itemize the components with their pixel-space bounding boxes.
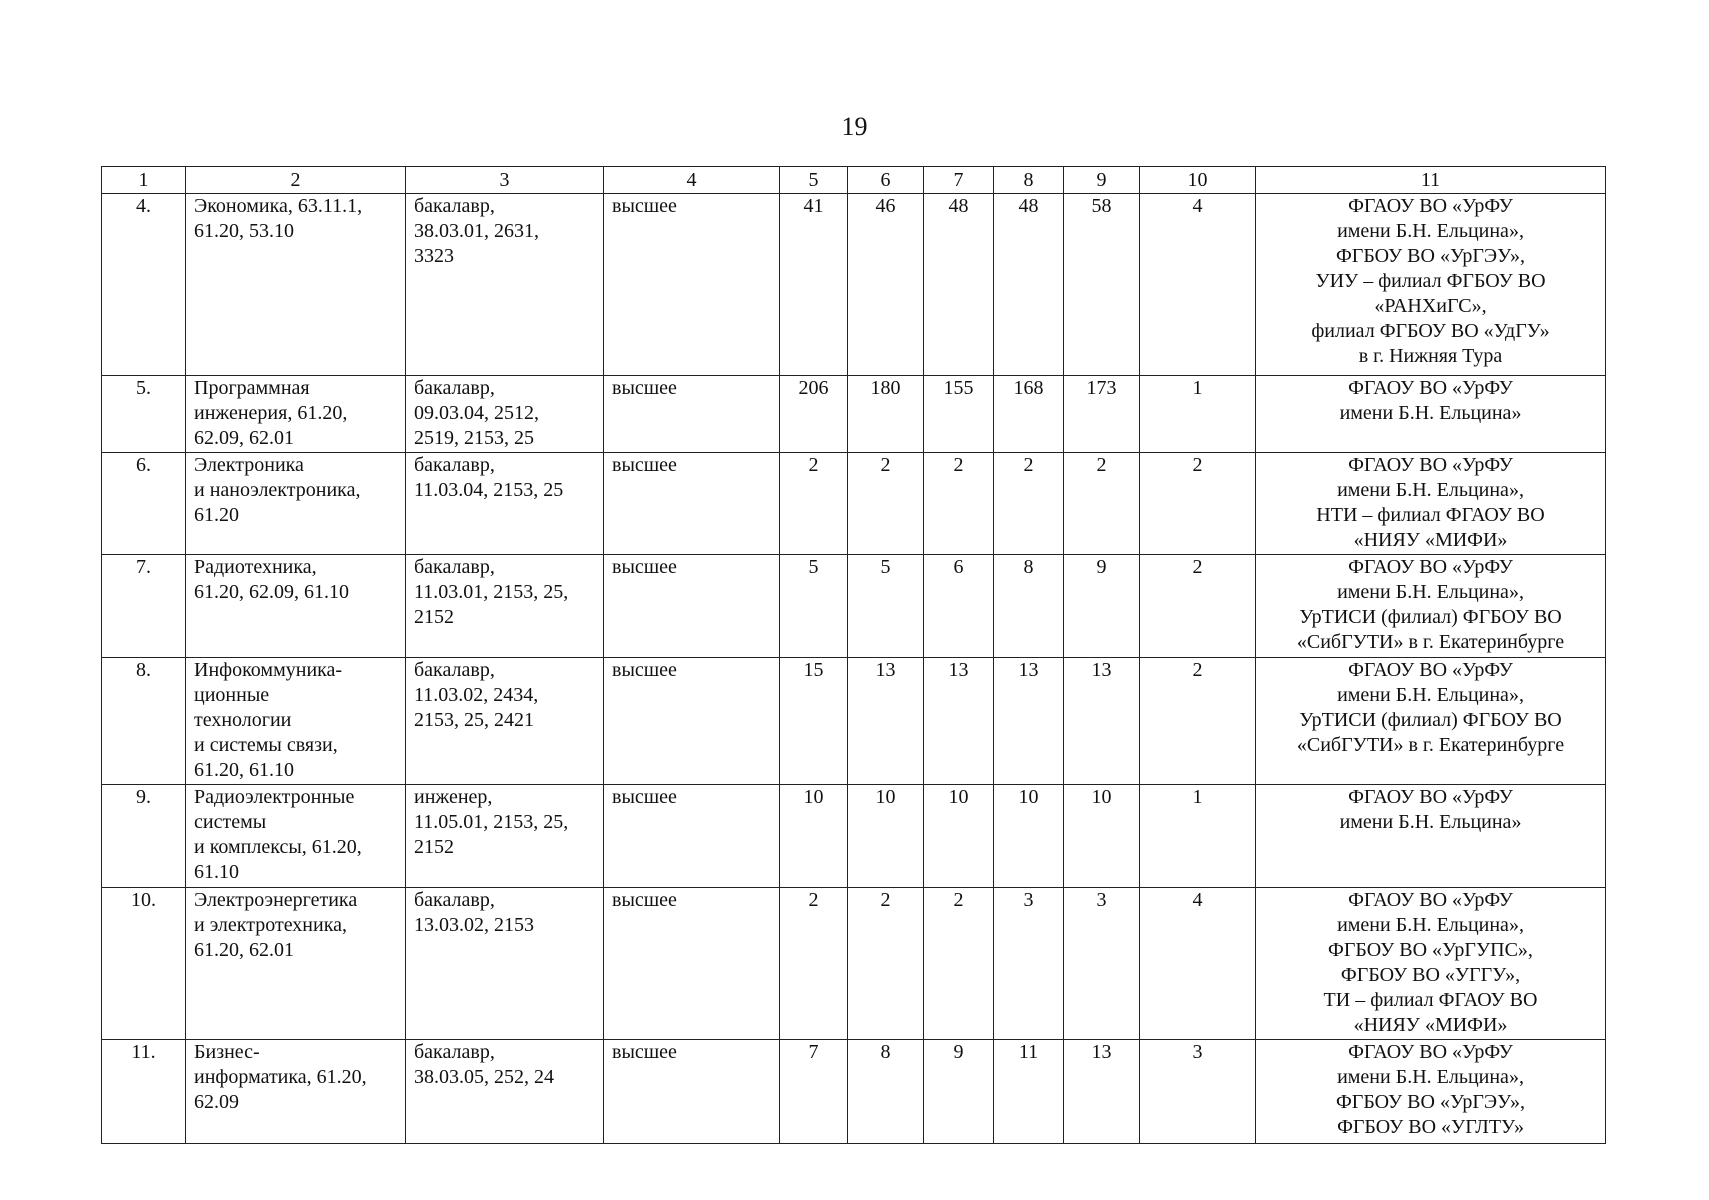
table-row xyxy=(102,453,1606,555)
value-cell: 3 xyxy=(994,888,1064,1040)
institutions-cell xyxy=(1256,1040,1606,1144)
value-cell: 13 xyxy=(848,658,924,785)
specialty-line: Бизнес- xyxy=(194,1041,260,1063)
header-cell: 9 xyxy=(1064,167,1140,194)
institution-line: «РАНХиГС», xyxy=(1374,295,1487,317)
value-cell: 13 xyxy=(1064,658,1140,785)
value-cell: 10 xyxy=(848,785,924,888)
value-cell: 48 xyxy=(994,194,1064,376)
specialty-line: 61.20, 62.09, 61.10 xyxy=(194,581,349,603)
row-number-cell: 11. xyxy=(102,1040,186,1144)
institution-line: «СибГУТИ» в г. Екатеринбурге xyxy=(1296,734,1565,756)
specialty-cell xyxy=(186,785,406,888)
qualification-cell xyxy=(406,376,604,453)
value-cell: 155 xyxy=(924,376,994,453)
data-table xyxy=(101,166,1606,1144)
value-cell: 1 xyxy=(1140,376,1256,453)
specialty-line: 62.09 xyxy=(194,1091,239,1113)
value-cell: 10 xyxy=(994,785,1064,888)
specialty-line: Инфокоммуника- xyxy=(194,659,343,681)
specialty-line: ционные xyxy=(194,684,270,706)
table-body xyxy=(102,194,1606,1144)
value-cell: 6 xyxy=(924,555,994,658)
header-cell: 11 xyxy=(1256,167,1606,194)
institution-line: имени Б.Н. Ельцина» xyxy=(1339,402,1522,424)
qualification-line: бакалавр, xyxy=(414,889,495,911)
institution-line: ФГАОУ ВО «УрФУ xyxy=(1348,195,1513,217)
specialty-line: Электроэнергетика xyxy=(194,889,358,911)
value-cell: 2 xyxy=(924,888,994,1040)
institution-line: имени Б.Н. Ельцина», xyxy=(1337,1066,1524,1088)
qualification-line: бакалавр, xyxy=(414,195,495,217)
value-cell: 11 xyxy=(994,1040,1064,1144)
table-row xyxy=(102,888,1606,1040)
value-cell: 9 xyxy=(1064,555,1140,658)
header-cell: 2 xyxy=(186,167,406,194)
value-cell: 10 xyxy=(1064,785,1140,888)
institution-line: НТИ – филиал ФГАОУ ВО xyxy=(1316,504,1545,526)
institution-line: «НИЯУ «МИФИ» xyxy=(1353,1014,1508,1036)
header-cell: 6 xyxy=(848,167,924,194)
value-cell: 2 xyxy=(848,888,924,1040)
education-level-cell: высшее xyxy=(604,658,780,785)
qualification-line: 2153, 25, 2421 xyxy=(414,709,534,731)
qualification-cell xyxy=(406,194,604,376)
value-cell: 3 xyxy=(1064,888,1140,1040)
specialty-line: 61.20, 62.01 xyxy=(194,939,294,961)
value-cell: 13 xyxy=(994,658,1064,785)
specialty-line: 61.20, 53.10 xyxy=(194,220,294,242)
qualification-cell xyxy=(406,1040,604,1144)
value-cell: 2 xyxy=(1140,658,1256,785)
specialty-line: и наноэлектроника, xyxy=(194,479,361,501)
specialty-line: Радиоэлектронные xyxy=(194,786,355,808)
header-cell: 4 xyxy=(604,167,780,194)
value-cell: 5 xyxy=(848,555,924,658)
qualification-line: 13.03.02, 2153 xyxy=(414,914,534,936)
institutions-cell xyxy=(1256,453,1606,555)
table-row xyxy=(102,1040,1606,1144)
qualification-line: 09.03.04, 2512, xyxy=(414,402,539,424)
institution-line: имени Б.Н. Ельцина», xyxy=(1337,914,1524,936)
value-cell: 2 xyxy=(1140,555,1256,658)
institution-line: имени Б.Н. Ельцина», xyxy=(1337,581,1524,603)
qualification-line: бакалавр, xyxy=(414,377,495,399)
row-number-cell: 4. xyxy=(102,194,186,376)
table-row xyxy=(102,658,1606,785)
value-cell: 15 xyxy=(780,658,848,785)
qualification-cell xyxy=(406,555,604,658)
specialty-line: и системы связи, xyxy=(194,734,338,756)
value-cell: 5 xyxy=(780,555,848,658)
specialty-line: 61.20 xyxy=(194,504,239,526)
header-cell: 1 xyxy=(102,167,186,194)
institution-line: в г. Нижняя Тура xyxy=(1358,345,1503,367)
value-cell: 4 xyxy=(1140,888,1256,1040)
institution-line: ФГБОУ ВО «УГЛТУ» xyxy=(1337,1116,1524,1138)
qualification-line: 11.03.04, 2153, 25 xyxy=(414,479,564,501)
institution-line: ТИ – филиал ФГАОУ ВО xyxy=(1323,989,1538,1011)
specialty-cell xyxy=(186,194,406,376)
value-cell: 46 xyxy=(848,194,924,376)
specialty-line: Радиотехника, xyxy=(194,556,317,578)
header-cell: 3 xyxy=(406,167,604,194)
institution-line: УИУ – филиал ФГБОУ ВО xyxy=(1315,270,1546,292)
institutions-cell xyxy=(1256,194,1606,376)
qualification-line: 38.03.01, 2631, xyxy=(414,220,539,242)
value-cell: 10 xyxy=(924,785,994,888)
value-cell: 58 xyxy=(1064,194,1140,376)
institution-line: ФГБОУ ВО «УрГУПС», xyxy=(1328,939,1533,961)
table-row xyxy=(102,785,1606,888)
table-row xyxy=(102,376,1606,453)
qualification-line: 3323 xyxy=(414,245,454,267)
specialty-cell xyxy=(186,376,406,453)
table-row xyxy=(102,194,1606,376)
institution-line: имени Б.Н. Ельцина», xyxy=(1337,220,1524,242)
institution-line: филиал ФГБОУ ВО «УдГУ» xyxy=(1311,320,1550,342)
header-cell: 7 xyxy=(924,167,994,194)
qualification-line: 2519, 2153, 25 xyxy=(414,427,534,449)
qualification-line: бакалавр, xyxy=(414,454,495,476)
education-level-cell: высшее xyxy=(604,785,780,888)
value-cell: 2 xyxy=(994,453,1064,555)
qualification-line: бакалавр, xyxy=(414,659,495,681)
value-cell: 1 xyxy=(1140,785,1256,888)
institution-line: УрТИСИ (филиал) ФГБОУ ВО xyxy=(1299,709,1562,731)
value-cell: 41 xyxy=(780,194,848,376)
header-cell: 8 xyxy=(994,167,1064,194)
row-number-cell: 7. xyxy=(102,555,186,658)
institution-line: ФГАОУ ВО «УрФУ xyxy=(1348,659,1513,681)
institution-line: «НИЯУ «МИФИ» xyxy=(1353,529,1508,551)
qualification-line: 11.03.01, 2153, 25, xyxy=(414,581,569,603)
table-row xyxy=(102,555,1606,658)
specialty-cell xyxy=(186,658,406,785)
specialty-line: системы xyxy=(194,811,267,833)
institution-line: имени Б.Н. Ельцина» xyxy=(1339,811,1522,833)
value-cell: 8 xyxy=(848,1040,924,1144)
education-level-cell: высшее xyxy=(604,453,780,555)
specialty-line: 62.09, 62.01 xyxy=(194,427,294,449)
table-header xyxy=(102,167,1606,194)
specialty-cell xyxy=(186,453,406,555)
institution-line: имени Б.Н. Ельцина», xyxy=(1337,479,1524,501)
value-cell: 10 xyxy=(780,785,848,888)
specialty-line: Экономика, 63.11.1, xyxy=(194,195,363,217)
institutions-cell xyxy=(1256,785,1606,888)
header-cell: 5 xyxy=(780,167,848,194)
specialty-line: технологии xyxy=(194,709,292,731)
specialty-line: Электроника xyxy=(194,454,304,476)
specialty-line: и электротехника, xyxy=(194,914,348,936)
specialty-cell xyxy=(186,555,406,658)
specialty-cell xyxy=(186,1040,406,1144)
qualification-cell xyxy=(406,888,604,1040)
institution-line: УрТИСИ (филиал) ФГБОУ ВО xyxy=(1299,606,1562,628)
value-cell: 2 xyxy=(1064,453,1140,555)
value-cell: 4 xyxy=(1140,194,1256,376)
institution-line: «СибГУТИ» в г. Екатеринбурге xyxy=(1296,631,1565,653)
institutions-cell xyxy=(1256,555,1606,658)
institution-line: ФГБОУ ВО «УрГЭУ», xyxy=(1335,245,1526,267)
value-cell: 8 xyxy=(994,555,1064,658)
value-cell: 2 xyxy=(848,453,924,555)
institutions-cell xyxy=(1256,376,1606,453)
institution-line: ФГАОУ ВО «УрФУ xyxy=(1348,454,1513,476)
qualification-line: 2152 xyxy=(414,606,454,628)
qualification-line: 2152 xyxy=(414,836,454,858)
institution-line: ФГАОУ ВО «УрФУ xyxy=(1348,1041,1513,1063)
qualification-cell xyxy=(406,785,604,888)
value-cell: 180 xyxy=(848,376,924,453)
specialty-line: Программная xyxy=(194,377,310,399)
value-cell: 2 xyxy=(1140,453,1256,555)
qualification-line: бакалавр, xyxy=(414,556,495,578)
institution-line: ФГАОУ ВО «УрФУ xyxy=(1348,889,1513,911)
value-cell: 206 xyxy=(780,376,848,453)
education-level-cell: высшее xyxy=(604,194,780,376)
institution-line: ФГБОУ ВО «УрГЭУ», xyxy=(1335,1091,1526,1113)
qualification-line: 11.05.01, 2153, 25, xyxy=(414,811,569,833)
value-cell: 13 xyxy=(924,658,994,785)
row-number-cell: 5. xyxy=(102,376,186,453)
header-cell: 10 xyxy=(1140,167,1256,194)
institution-line: имени Б.Н. Ельцина», xyxy=(1337,684,1524,706)
value-cell: 3 xyxy=(1140,1040,1256,1144)
institutions-cell xyxy=(1256,888,1606,1040)
specialty-line: 61.20, 61.10 xyxy=(194,759,294,781)
row-number-cell: 10. xyxy=(102,888,186,1040)
specialty-line: информатика, 61.20, xyxy=(194,1066,367,1088)
qualification-line: инженер, xyxy=(414,786,493,808)
value-cell: 48 xyxy=(924,194,994,376)
qualification-cell xyxy=(406,658,604,785)
value-cell: 9 xyxy=(924,1040,994,1144)
qualification-line: 38.03.05, 252, 24 xyxy=(414,1066,554,1088)
education-level-cell: высшее xyxy=(604,555,780,658)
specialty-line: 61.10 xyxy=(194,861,239,883)
institutions-cell xyxy=(1256,658,1606,785)
qualification-line: бакалавр, xyxy=(414,1041,495,1063)
institution-line: ФГАОУ ВО «УрФУ xyxy=(1348,377,1513,399)
row-number-cell: 8. xyxy=(102,658,186,785)
header-row xyxy=(102,167,1606,194)
institution-line: ФГАОУ ВО «УрФУ xyxy=(1348,786,1513,808)
institution-line: ФГАОУ ВО «УрФУ xyxy=(1348,556,1513,578)
institution-line: ФГБОУ ВО «УГГУ», xyxy=(1340,964,1521,986)
value-cell: 2 xyxy=(780,888,848,1040)
value-cell: 173 xyxy=(1064,376,1140,453)
value-cell: 168 xyxy=(994,376,1064,453)
education-level-cell: высшее xyxy=(604,888,780,1040)
value-cell: 13 xyxy=(1064,1040,1140,1144)
value-cell: 2 xyxy=(924,453,994,555)
value-cell: 2 xyxy=(780,453,848,555)
education-level-cell: высшее xyxy=(604,1040,780,1144)
qualification-line: 11.03.02, 2434, xyxy=(414,684,539,706)
specialty-cell xyxy=(186,888,406,1040)
value-cell: 7 xyxy=(780,1040,848,1144)
specialty-line: инженерия, 61.20, xyxy=(194,402,348,424)
page-number: 19 xyxy=(841,112,868,141)
specialty-line: и комплексы, 61.20, xyxy=(194,836,362,858)
qualification-cell xyxy=(406,453,604,555)
education-level-cell: высшее xyxy=(604,376,780,453)
row-number-cell: 6. xyxy=(102,453,186,555)
row-number-cell: 9. xyxy=(102,785,186,888)
